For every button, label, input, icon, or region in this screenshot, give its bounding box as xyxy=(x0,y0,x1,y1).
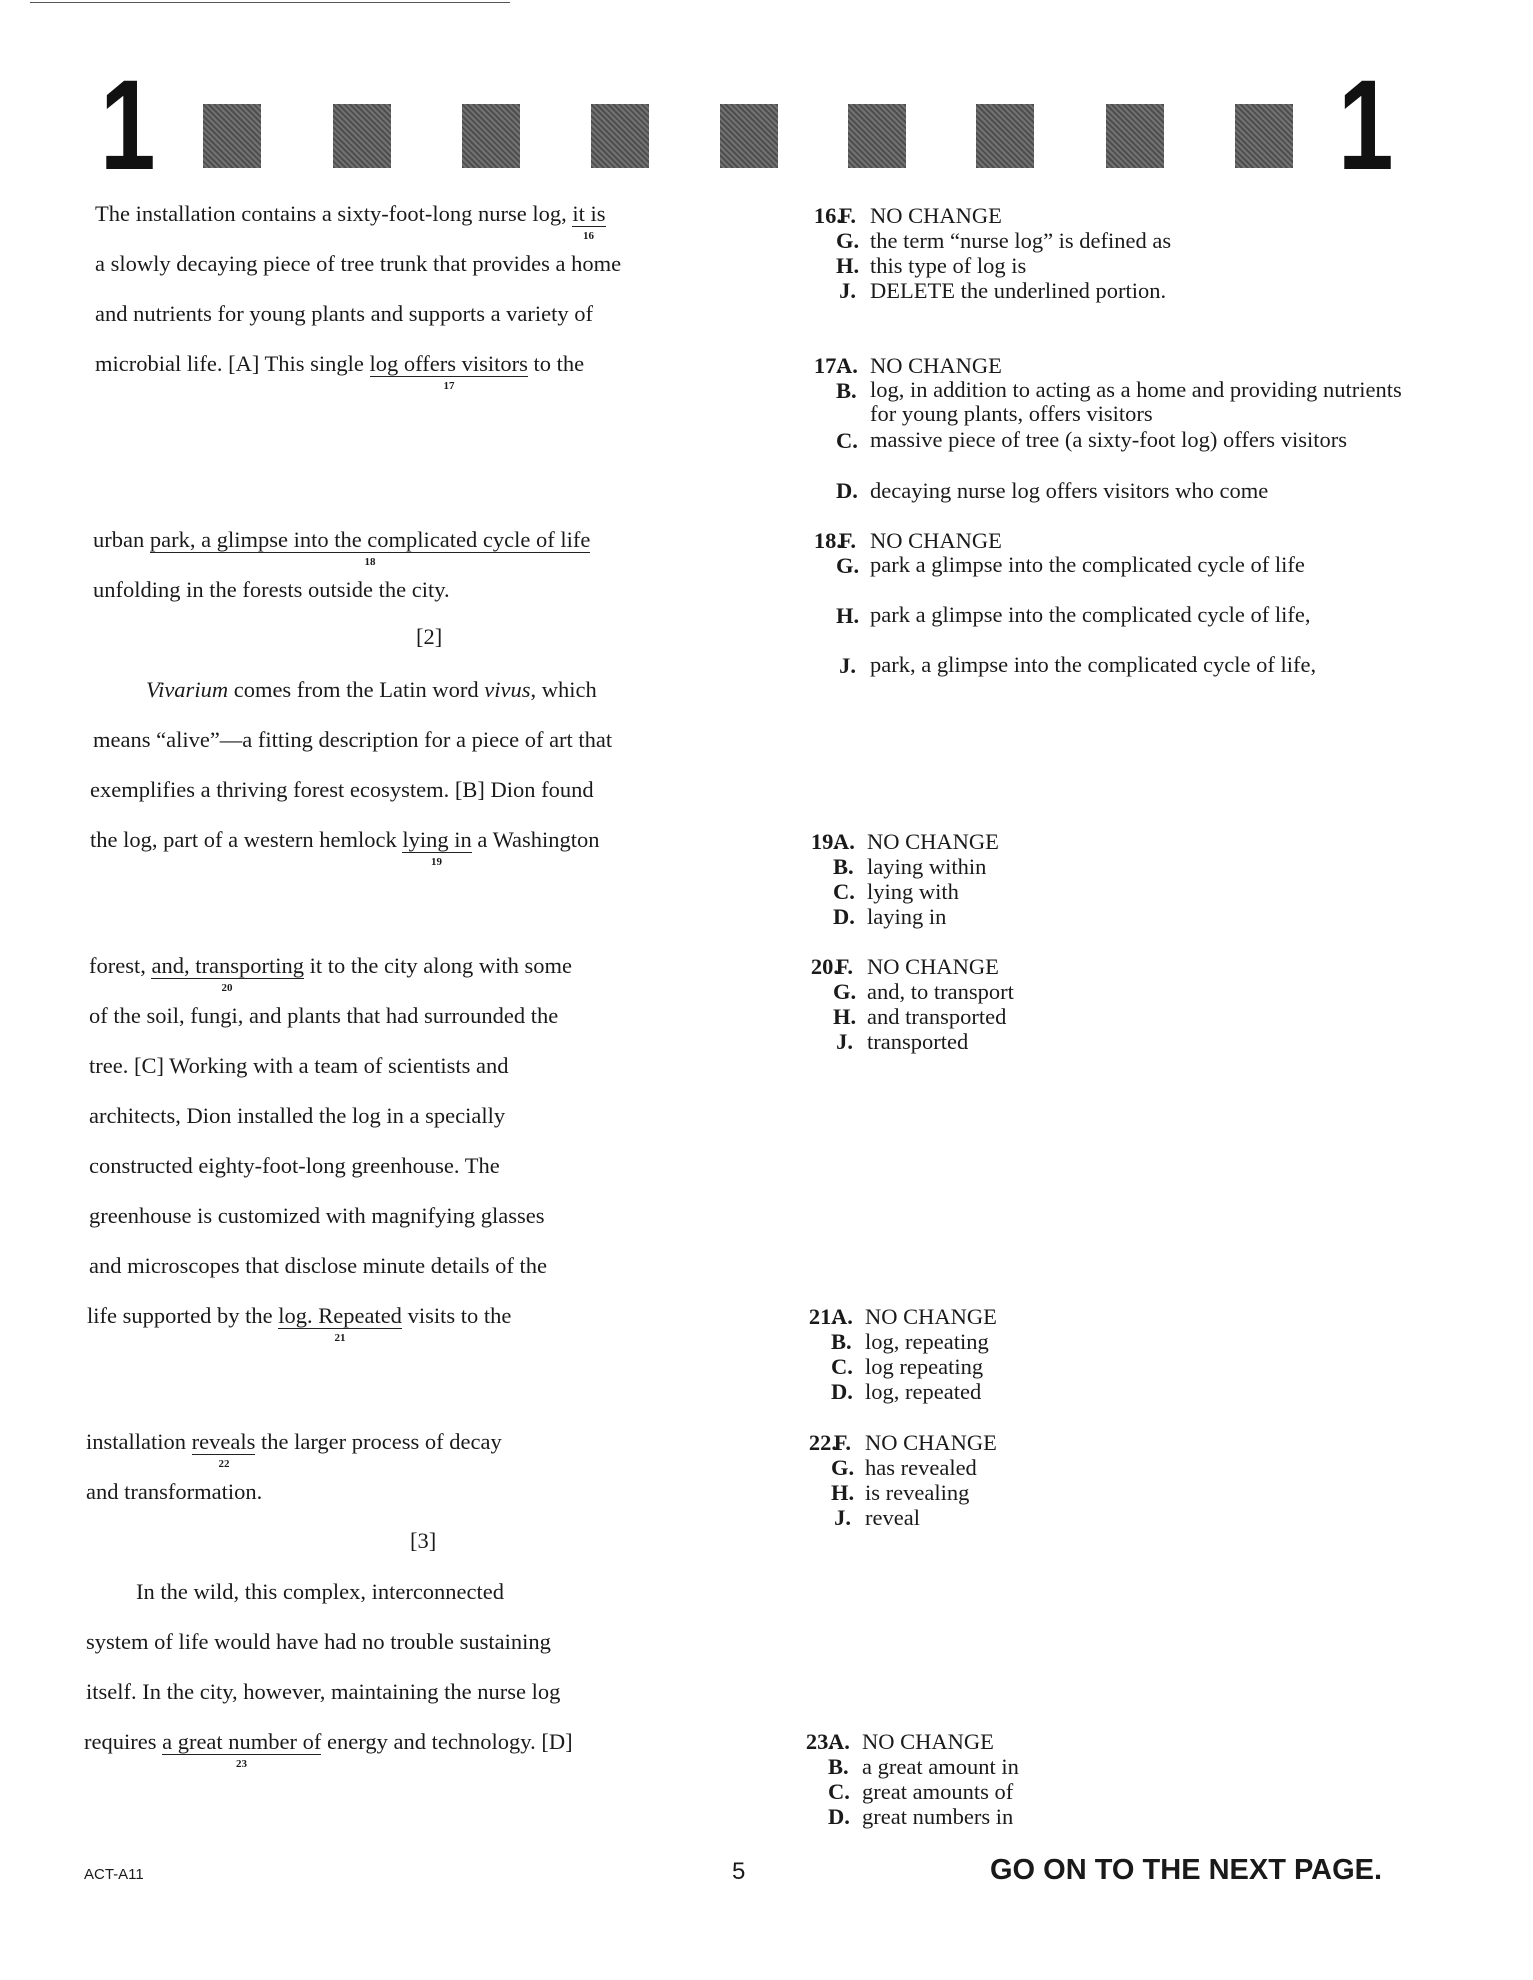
passage-line xyxy=(95,350,584,378)
passage-text: installation xyxy=(86,1429,192,1454)
option-letter: H. xyxy=(831,1480,855,1505)
passage-text: forest, xyxy=(89,953,152,978)
passage-text: life supported by the xyxy=(87,1303,279,1328)
option-letter: G. xyxy=(833,979,857,1004)
question-reference-number: 20 xyxy=(221,982,233,994)
page-number: 5 xyxy=(732,1858,746,1885)
passage-text: and microscopes that disclose minute details of the xyxy=(89,1253,548,1278)
option-letter: J. xyxy=(836,1029,853,1054)
option-letter: G. xyxy=(831,1455,855,1480)
option-text: the term “nurse log” is defined as xyxy=(870,228,1172,253)
paragraph-marker-2: [2] xyxy=(416,624,443,649)
passage-line xyxy=(93,576,450,604)
passage-line xyxy=(84,1728,573,1756)
option-letter: B. xyxy=(831,1329,852,1354)
option-letter: B. xyxy=(836,378,857,403)
option-text: NO CHANGE xyxy=(867,954,999,979)
passage-line xyxy=(146,676,597,704)
option-letter: B. xyxy=(833,854,854,879)
passage-line xyxy=(87,1302,511,1330)
option-text: great amounts of xyxy=(862,1779,1014,1804)
passage-line xyxy=(95,300,593,328)
option-text: log repeating xyxy=(865,1354,984,1379)
option-letter: H. xyxy=(833,1004,857,1029)
passage-text: architects, Dion installed the log in a specially xyxy=(89,1103,506,1128)
option-text: is revealing xyxy=(865,1480,970,1505)
option-text: NO CHANGE xyxy=(870,353,1002,378)
question-reference-number: 21 xyxy=(334,1332,346,1344)
option-text: laying in xyxy=(867,904,947,929)
form-code: ACT-A11 xyxy=(84,1866,144,1883)
option-letter: G. xyxy=(836,228,860,253)
option-letter: F. xyxy=(838,528,856,553)
question-reference-number: 18 xyxy=(364,556,376,568)
passage-text: exemplifies a thriving forest ecosystem. [B] Dion found xyxy=(90,777,594,802)
passage-text: a Washington xyxy=(471,827,600,852)
passage-text-italic: vivus xyxy=(484,677,531,702)
option-text: transported xyxy=(867,1029,969,1054)
option-letter: J. xyxy=(834,1505,851,1530)
passage-line xyxy=(89,1052,509,1080)
question-number: 19. xyxy=(810,829,839,854)
passage-text: greenhouse is customized with magnifying glasses xyxy=(89,1203,545,1228)
passage-line xyxy=(95,200,606,228)
passage-text: and transformation. xyxy=(86,1479,263,1504)
option-letter: D. xyxy=(836,478,858,503)
underlined-portion: log offers visitors xyxy=(369,351,528,376)
passage-text: comes from the Latin word xyxy=(228,677,485,702)
passage-line xyxy=(89,1252,547,1280)
option-text: NO CHANGE xyxy=(870,203,1002,228)
passage-line xyxy=(136,1578,504,1606)
option-text: log, repeating xyxy=(865,1329,989,1354)
section-number-left: 1 xyxy=(100,54,156,197)
option-letter: J. xyxy=(839,278,856,303)
passage-line xyxy=(89,1102,505,1130)
option-text: reveal xyxy=(865,1505,920,1530)
option-text: this type of log is xyxy=(870,253,1027,278)
underlined-portion: and, transporting xyxy=(151,953,304,978)
question-number: 17. xyxy=(813,353,842,378)
option-letter: A. xyxy=(831,1304,853,1329)
option-text: great numbers in xyxy=(862,1804,1014,1829)
option-letter: D. xyxy=(833,904,855,929)
passage-text: the log, part of a western hemlock xyxy=(90,827,403,852)
question-number: 23. xyxy=(805,1729,834,1754)
option-letter: B. xyxy=(828,1754,849,1779)
option-text: has revealed xyxy=(865,1455,977,1480)
passage-line xyxy=(93,726,612,754)
option-letter: C. xyxy=(836,428,858,453)
passage-line xyxy=(89,1152,500,1180)
underlined-portion: it is xyxy=(572,201,606,226)
question-reference-number: 16 xyxy=(583,230,594,242)
option-letter: A. xyxy=(836,353,858,378)
passage-text: system of life would have had no trouble sustaining xyxy=(86,1629,551,1654)
passage-text: microbial life. [A] This single xyxy=(95,351,370,376)
underlined-portion: a great number of xyxy=(162,1729,322,1754)
underlined-portion: lying in xyxy=(402,827,472,852)
question-reference-number: 19 xyxy=(431,856,442,868)
question-number: 22. xyxy=(808,1430,837,1455)
passage-text: energy and technology. [D] xyxy=(321,1729,573,1754)
option-text: DELETE the underlined portion. xyxy=(870,278,1167,303)
option-letter: A. xyxy=(833,829,855,854)
option-text: and, to transport xyxy=(867,979,1014,1004)
passage-text: to the xyxy=(527,351,585,376)
passage-text: , which xyxy=(530,677,597,702)
option-text: NO CHANGE xyxy=(865,1430,997,1455)
underlined-portion: park, a glimpse into the complicated cycle of life xyxy=(149,527,591,552)
paragraph-marker-3: [3] xyxy=(410,1528,437,1553)
option-text: NO CHANGE xyxy=(870,528,1002,553)
option-text: NO CHANGE xyxy=(862,1729,994,1754)
passage-text: constructed eighty-foot-long greenhouse. The xyxy=(89,1153,500,1178)
section-number-right: 1 xyxy=(1338,54,1394,197)
question-reference-number: 22 xyxy=(218,1458,230,1470)
option-letter: A. xyxy=(828,1729,850,1754)
passage-text: The installation contains a sixty-foot-long nurse log, xyxy=(95,201,573,226)
option-text: decaying nurse log offers visitors who come xyxy=(870,478,1269,503)
option-letter: D. xyxy=(831,1379,853,1404)
passage-line xyxy=(90,776,594,804)
option-letter: H. xyxy=(836,253,860,278)
passage-text: and nutrients for young plants and supports a variety of xyxy=(95,301,594,326)
passage-line xyxy=(90,826,600,854)
passage-line xyxy=(89,1202,545,1230)
passage-text: unfolding in the forests outside the city. xyxy=(93,577,450,602)
passage-line xyxy=(86,1428,502,1456)
option-letter: H. xyxy=(836,603,860,628)
passage-line xyxy=(86,1678,560,1706)
passage-text: it to the city along with some xyxy=(303,953,573,978)
underlined-portion: log. Repeated xyxy=(278,1303,402,1328)
option-letter: D. xyxy=(828,1804,850,1829)
option-text: and transported xyxy=(867,1004,1007,1029)
option-letter: G. xyxy=(836,553,860,578)
passage-text: a slowly decaying piece of tree trunk that provides a home xyxy=(95,251,622,276)
option-letter: C. xyxy=(833,879,855,904)
option-text: log, in addition to acting as a home and providing nutrients for young plants, offers visitors xyxy=(870,377,1402,426)
passage-text: visits to the xyxy=(401,1303,512,1328)
question-number: 16. xyxy=(813,203,842,228)
option-text: park a glimpse into the complicated cycle of life, xyxy=(870,602,1311,627)
passage-line xyxy=(89,952,572,980)
passage-text: itself. In the city, however, maintaining the nurse log xyxy=(86,1679,561,1704)
passage-line xyxy=(86,1478,262,1506)
question-number: 21. xyxy=(808,1304,837,1329)
passage-text: means “alive”—a fitting description for a piece of art that xyxy=(93,727,613,752)
passage-line xyxy=(89,1002,558,1030)
option-letter: C. xyxy=(831,1354,853,1379)
option-letter: F. xyxy=(838,203,856,228)
passage-line xyxy=(93,526,590,554)
option-text: NO CHANGE xyxy=(865,1304,997,1329)
passage-line xyxy=(86,1628,551,1656)
option-text: a great amount in xyxy=(862,1754,1019,1779)
option-text: massive piece of tree (a sixty-foot log) offers visitors xyxy=(870,427,1347,452)
passage-text: Vivarium xyxy=(146,677,229,702)
option-text: laying within xyxy=(867,854,987,879)
next-page-notice: GO ON TO THE NEXT PAGE. xyxy=(990,1854,1383,1886)
option-text: park a glimpse into the complicated cycle of life xyxy=(870,552,1305,577)
option-letter: F. xyxy=(833,1430,851,1455)
option-letter: J. xyxy=(839,653,856,678)
option-text: NO CHANGE xyxy=(867,829,999,854)
passage-text: tree. [C] Working with a team of scientists and xyxy=(89,1053,509,1078)
passage-text: of the soil, fungi, and plants that had surrounded the xyxy=(89,1003,559,1028)
option-text: lying with xyxy=(867,879,959,904)
question-number: 18. xyxy=(813,528,842,553)
option-text: park, a glimpse into the complicated cycle of life, xyxy=(870,652,1317,677)
option-letter: C. xyxy=(828,1779,850,1804)
passage-line xyxy=(95,250,621,278)
question-number: 20. xyxy=(810,954,839,979)
passage-text: In the wild, this complex, interconnected xyxy=(136,1579,505,1604)
question-reference-number: 23 xyxy=(236,1758,247,1770)
underlined-portion: reveals xyxy=(191,1429,256,1454)
question-reference-number: 17 xyxy=(443,380,455,392)
passage-text: urban xyxy=(93,527,150,552)
passage-text: requires xyxy=(84,1729,163,1754)
option-text: log, repeated xyxy=(865,1379,982,1404)
passage-text: the larger process of decay xyxy=(255,1429,502,1454)
option-letter: F. xyxy=(835,954,853,979)
